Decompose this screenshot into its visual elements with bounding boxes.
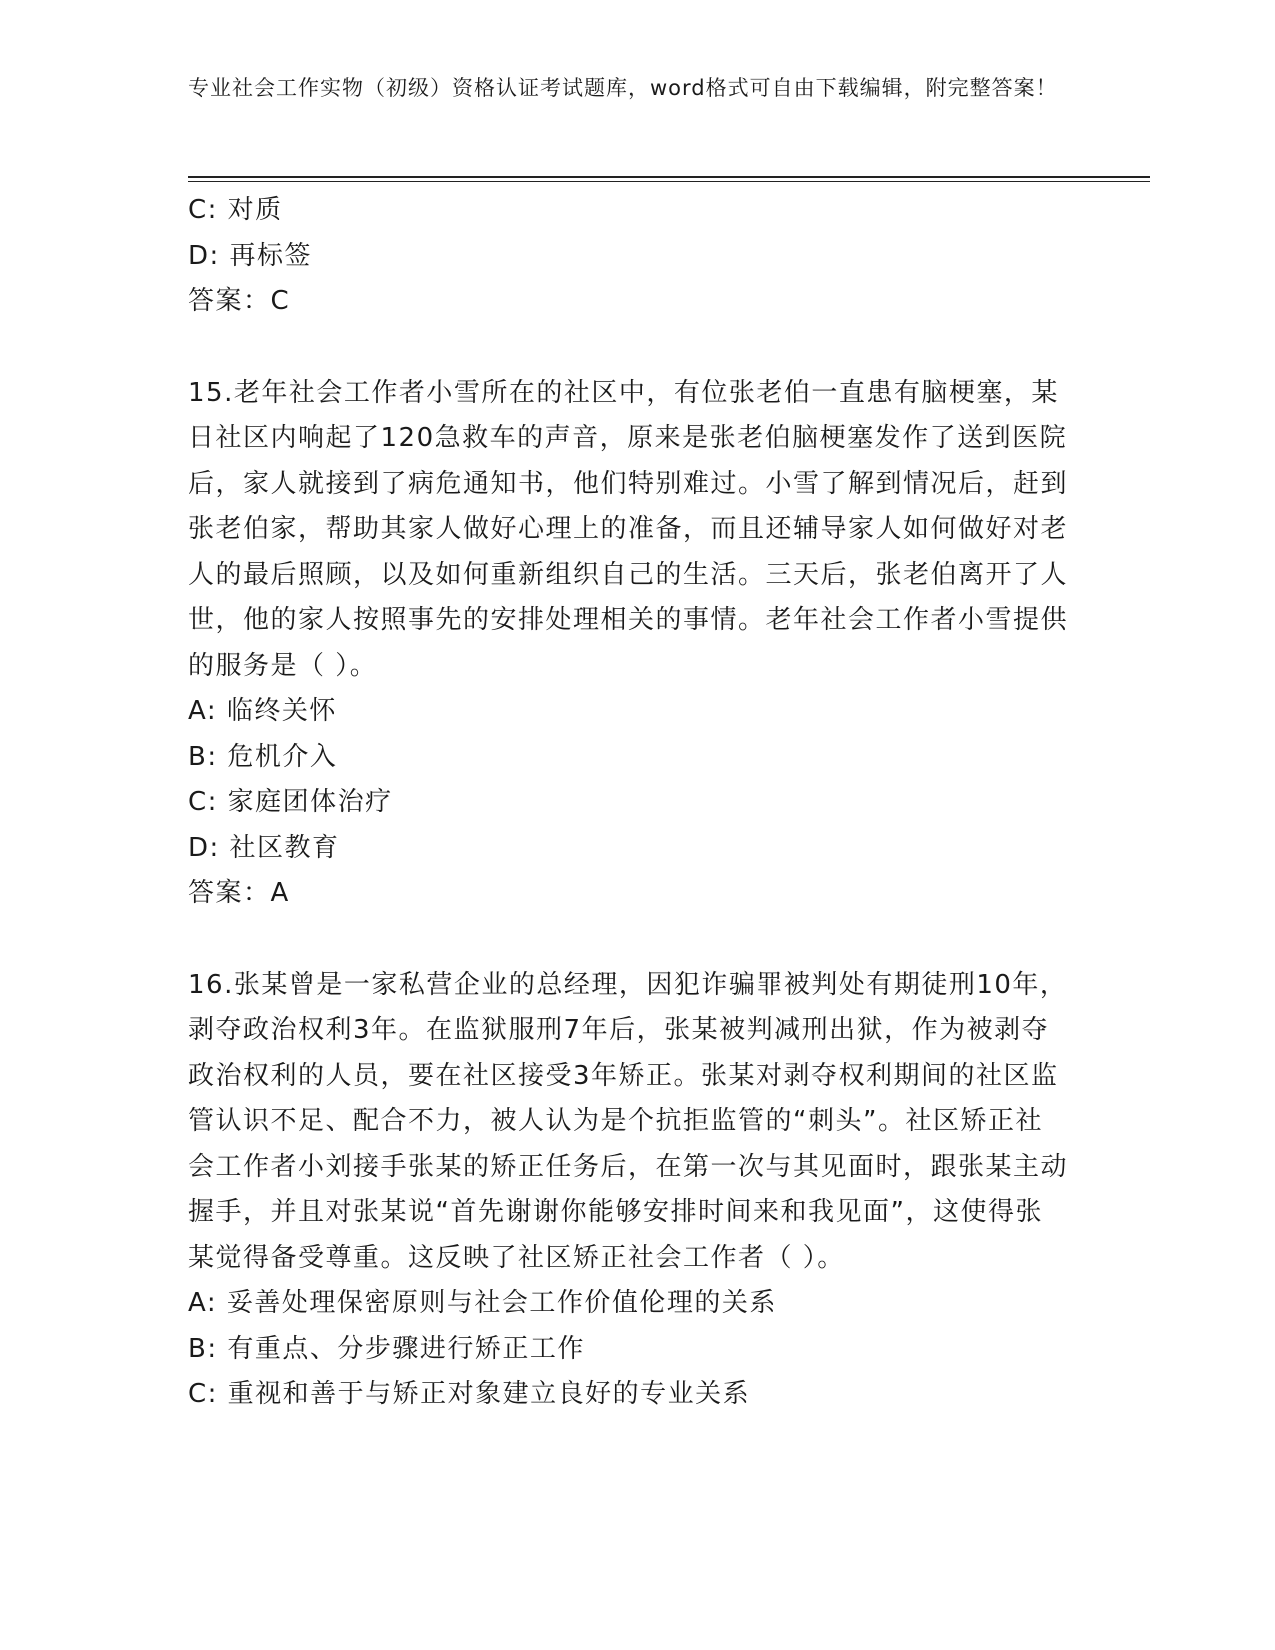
option-c: C: 对质 — [188, 195, 283, 225]
option-d: D: 再标签 — [188, 240, 313, 271]
question-15-option-d: D: 社区教育 — [188, 832, 340, 863]
question-15-option-b: B: 危机介入 — [188, 741, 338, 772]
document-body — [188, 188, 1068, 1418]
spacer — [188, 325, 1068, 371]
question-15-option-c: C: 家庭团体治疗 — [188, 787, 393, 817]
question-15-answer: 答案：A — [188, 878, 290, 908]
question-16-option-c: C: 重视和善于与矫正对象建立良好的专业关系 — [188, 1379, 751, 1409]
question-16-option-b: B: 有重点、分步骤进行矫正工作 — [188, 1333, 585, 1364]
answer-line: 答案：C — [188, 286, 291, 316]
header-rule-thin — [188, 181, 1150, 182]
question-15-option-a: A: 临终关怀 — [188, 696, 337, 726]
question-16-option-a: A: 妥善处理保密原则与社会工作价值伦理的关系 — [188, 1288, 777, 1318]
spacer — [188, 917, 1068, 963]
question-15-text: 15.老年社会工作者小雪所在的社区中，有位张老伯一直患有脑梗塞，某日社区内响起了120急救车的声音，原来是张老伯脑梗塞发作了送到医院后，家人就接到了病危通知书，他们特别难过。小雪了解到情况后，赶到张老伯家，帮助其家人做好心理上的准备，而且还辅导家人如何做好对老人的最后照顾，以及如何重新组织自己的生活。三天后，张老伯离开了人世，他的家人按照事先的安排处理相关的事情。老年社会工作者小雪提供的服务是（ ）。 — [188, 377, 1069, 681]
page-header: 专业社会工作实物（初级）资格认证考试题库，word格式可自由下载编辑，附完整答案！ — [188, 76, 1058, 100]
header-rule-thick — [188, 176, 1150, 178]
question-16-text: 16.张某曾是一家私营企业的总经理，因犯诈骗罪被判处有期徒刑10年，剥夺政治权利3年。在监狱服刑7年后，张某被判减刑出狱，作为被剥夺政治权利的人员，要在社区接受3年矫正。张某对剥夺权利期间的社区监管认识不足、配合不力，被人认为是个抗拒监管的“刺头”。社区矫正社会工作者小刘接手张某的矫正任务后，在第一次与其见面时，跟张某主动握手，并且对张某说“首先谢谢你能够安排时间来和我见面”，这使得张某觉得备受尊重。这反映了社区矫正社会工作者（ ）。 — [188, 969, 1069, 1273]
